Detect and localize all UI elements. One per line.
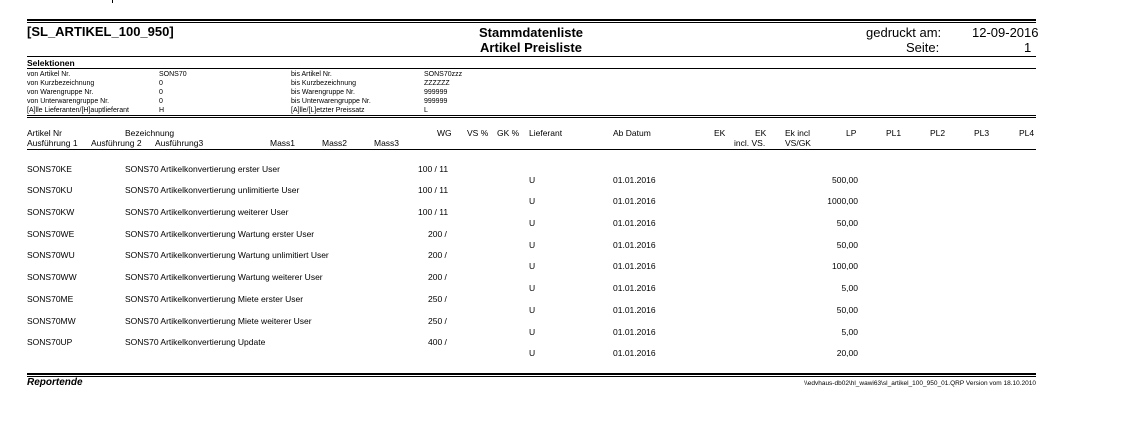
report-title-line2: Artikel Preisliste	[480, 40, 582, 55]
col-wg: WG	[437, 128, 452, 138]
article-bezeichnung: SONS70 Artikelkonvertierung Wartung unlimitiert User	[125, 250, 329, 260]
sel-to-value: ZZZZZZ	[424, 80, 450, 87]
article-nr: SONS70KE	[27, 164, 72, 174]
page-number: 1	[1024, 40, 1032, 55]
article-wg: 400 /	[428, 337, 447, 347]
col-ek-gk-2: VS/GK	[785, 138, 811, 148]
col-gk: GK %	[497, 128, 520, 138]
header-top-rule-thin	[27, 22, 1036, 23]
article-ab-datum: 01.01.2016	[613, 305, 656, 315]
selection-bottom-rule-2	[27, 117, 1036, 118]
header-top-rule	[27, 19, 1036, 21]
col-ab-datum: Ab Datum	[613, 128, 651, 138]
article-nr: SONS70KW	[27, 207, 75, 217]
sel-to-label: bis Unterwarengruppe Nr.	[291, 98, 371, 105]
article-lp: 50,00	[836, 218, 858, 228]
article-bezeichnung: SONS70 Artikelkonvertierung Miete weiterer User	[125, 316, 312, 326]
article-lp: 500,00	[832, 175, 858, 185]
column-header-rule	[27, 149, 1036, 150]
col-pl3: PL3	[974, 128, 990, 138]
col-ek-vs-2: incl. VS.	[734, 138, 766, 148]
col-vs: VS %	[467, 128, 489, 138]
article-nr: SONS70WU	[27, 250, 75, 260]
sel-from-value: H	[159, 107, 165, 114]
article-lp: 50,00	[836, 240, 858, 250]
article-ab-datum: 01.01.2016	[613, 175, 656, 185]
article-lieferant: U	[529, 305, 536, 315]
selection-rule	[27, 68, 1036, 69]
article-nr: SONS70WE	[27, 229, 75, 239]
sel-to-value: 999999	[424, 98, 448, 105]
article-wg: 200 /	[428, 250, 447, 260]
printed-date: 12-09-2016	[972, 25, 1039, 40]
article-ab-datum: 01.01.2016	[613, 327, 656, 337]
article-lieferant: U	[529, 283, 536, 293]
col-pl4: PL4	[1019, 128, 1035, 138]
sel-to-label: bis Artikel Nr.	[291, 71, 332, 78]
col-bezeichnung: Bezeichnung	[125, 128, 175, 138]
report-path: \\edvhaus-db02\hl_wawi63\sl_artikel_100_950_01.QRP Version vom 18.10.2010	[804, 380, 1036, 387]
sel-from-value: 0	[159, 89, 163, 96]
article-lp: 50,00	[836, 305, 858, 315]
sel-from-label: von Kurzbezeichnung	[27, 80, 95, 87]
article-lieferant: U	[529, 175, 536, 185]
col-ausfuehrung-3: Ausführung3	[155, 138, 204, 148]
article-wg: 250 /	[428, 294, 447, 304]
col-mass2: Mass2	[322, 138, 348, 148]
article-bezeichnung: SONS70 Artikelkonvertierung erster User	[125, 164, 280, 174]
col-lieferant: Lieferant	[529, 128, 563, 138]
col-artikel-nr: Artikel Nr	[27, 128, 62, 138]
article-wg: 100 / 11	[418, 164, 449, 174]
article-lieferant: U	[529, 348, 536, 358]
sel-from-value: 0	[159, 98, 163, 105]
header-bottom-rule	[27, 56, 1036, 57]
article-lp: 1000,00	[827, 196, 858, 206]
article-ab-datum: 01.01.2016	[613, 348, 656, 358]
article-lp: 100,00	[832, 261, 858, 271]
article-lp: 5,00	[841, 327, 858, 337]
article-wg: 100 / 11	[418, 185, 449, 195]
col-ek: EK	[714, 128, 726, 138]
report-title-line1: Stammdatenliste	[478, 25, 584, 40]
article-wg: 200 /	[428, 272, 447, 282]
article-wg: 100 / 11	[418, 207, 449, 217]
article-bezeichnung: SONS70 Artikelkonvertierung Wartung erster User	[125, 229, 315, 239]
article-nr: SONS70MW	[27, 316, 76, 326]
article-ab-datum: 01.01.2016	[613, 261, 656, 271]
article-wg: 200 /	[428, 229, 447, 239]
article-ab-datum: 01.01.2016	[613, 196, 656, 206]
sel-to-label: bis Warengruppe Nr.	[291, 89, 355, 96]
sel-from-value: 0	[159, 80, 163, 87]
article-nr: SONS70UP	[27, 337, 73, 347]
article-lieferant: U	[529, 240, 536, 250]
article-bezeichnung: SONS70 Artikelkonvertierung Wartung weiterer User	[125, 272, 323, 282]
sel-to-label: bis Kurzbezeichnung	[291, 80, 356, 87]
article-lp: 20,00	[836, 348, 858, 358]
report-id: [SL_ARTIKEL_100_950]	[27, 24, 174, 39]
sel-from-label: von Unterwarengruppe Nr.	[27, 98, 110, 105]
article-lieferant: U	[529, 327, 536, 337]
col-mass1: Mass1	[270, 138, 296, 148]
sel-to-value: L	[424, 107, 428, 114]
col-pl2: PL2	[930, 128, 946, 138]
footer-rule	[27, 373, 1036, 375]
article-nr: SONS70WW	[27, 272, 77, 282]
col-pl1: PL1	[886, 128, 902, 138]
article-nr: SONS70ME	[27, 294, 74, 304]
sel-to-value: SONS70zzz	[424, 71, 463, 78]
footer-rule-thin	[27, 376, 1036, 377]
article-bezeichnung: SONS70 Artikelkonvertierung Update	[125, 337, 266, 347]
printed-label: gedruckt am:	[866, 25, 942, 40]
sel-from-label: von Warengruppe Nr.	[27, 89, 94, 96]
col-ek-vs-1: EK	[755, 128, 767, 138]
article-wg: 250 /	[428, 316, 447, 326]
article-ab-datum: 01.01.2016	[613, 283, 656, 293]
article-lieferant: U	[529, 196, 536, 206]
col-ausfuehrung-1: Ausführung 1	[27, 138, 78, 148]
article-lp: 5,00	[841, 283, 858, 293]
article-nr: SONS70KU	[27, 185, 73, 195]
selection-bottom-rule	[27, 115, 1036, 116]
col-ek-gk-1: Ek incl	[785, 128, 811, 138]
article-bezeichnung: SONS70 Artikelkonvertierung unlimitierte User	[125, 185, 300, 195]
col-mass3: Mass3	[374, 138, 400, 148]
corner-tick	[112, 0, 113, 3]
selection-heading: Selektionen	[27, 58, 75, 68]
sel-from-label: [A]lle Lieferanten/[H]auptlieferant	[27, 107, 129, 114]
col-lp: LP	[846, 128, 857, 138]
article-bezeichnung: SONS70 Artikelkonvertierung weiterer User	[125, 207, 289, 217]
article-ab-datum: 01.01.2016	[613, 240, 656, 250]
sel-from-value: SONS70	[159, 71, 187, 78]
article-lieferant: U	[529, 218, 536, 228]
article-bezeichnung: SONS70 Artikelkonvertierung Miete erster User	[125, 294, 304, 304]
article-ab-datum: 01.01.2016	[613, 218, 656, 228]
col-ausfuehrung-2: Ausführung 2	[91, 138, 142, 148]
sel-from-label: von Artikel Nr.	[27, 71, 71, 78]
article-lieferant: U	[529, 261, 536, 271]
page-label: Seite:	[906, 40, 940, 55]
sel-to-label: [A]lle/[L]etzter Preissatz	[291, 107, 365, 114]
report-end-label: Reportende	[27, 377, 83, 388]
sel-to-value: 999999	[424, 89, 448, 96]
